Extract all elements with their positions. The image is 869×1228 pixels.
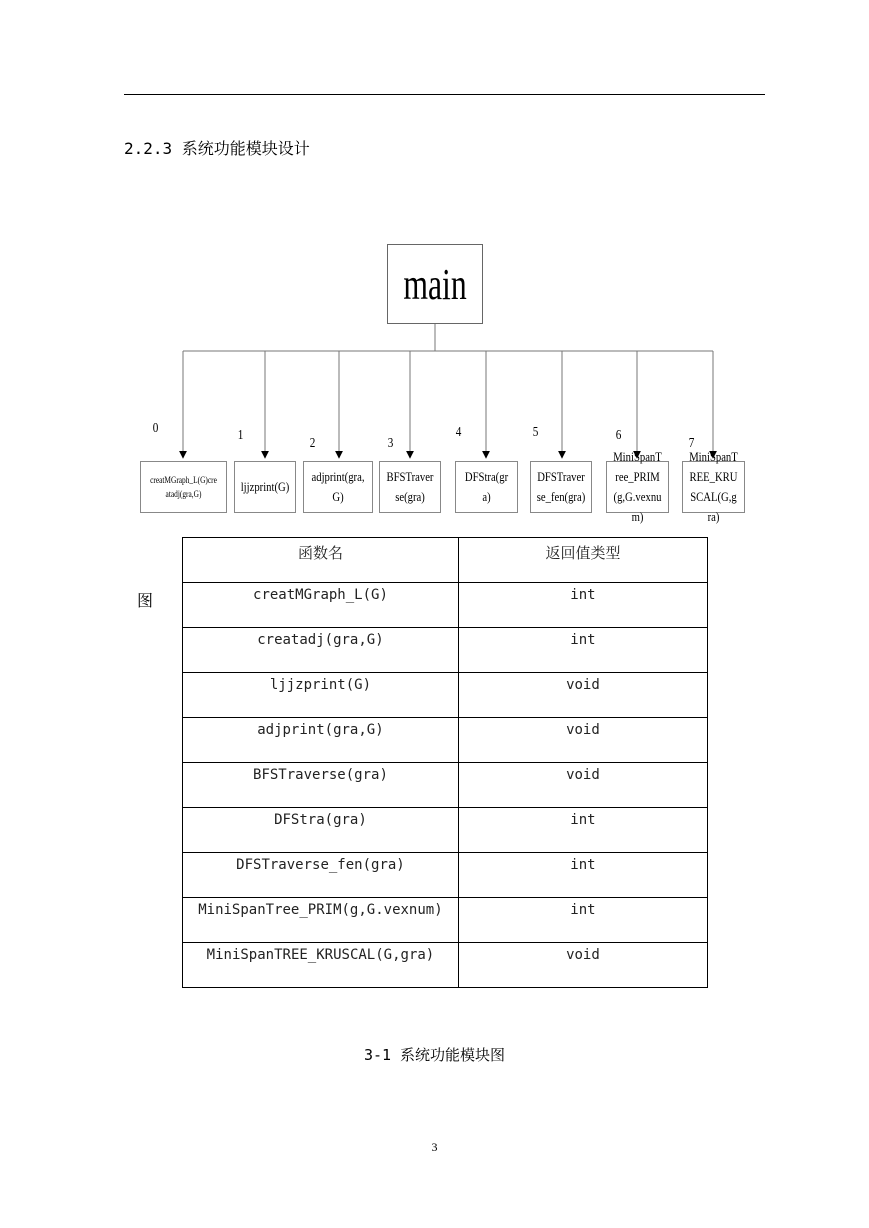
return-type-cell: void: [458, 718, 707, 763]
module-number-6: 6: [615, 428, 622, 443]
module-label-3: BFSTraverse(gra): [386, 469, 434, 504]
table-header-row: [183, 538, 708, 583]
figure-caption: 3-1 系统功能模块图: [363, 1046, 506, 1064]
table-row: [183, 718, 708, 763]
return-type-cell: void: [458, 763, 707, 808]
function-name-cell: creatMGraph_L(G): [183, 583, 459, 628]
module-label-6: MiniSpanTree_PRIM(g,G.vexnum): [613, 449, 662, 524]
function-name-cell: DFStra(gra): [183, 808, 459, 853]
module-box-4: [455, 461, 518, 513]
page-number: 3: [431, 1140, 438, 1154]
table-row: [183, 898, 708, 943]
table-row: [183, 673, 708, 718]
module-box-0: [140, 461, 227, 513]
function-name-cell: BFSTraverse(gra): [183, 763, 459, 808]
function-name-cell: DFSTraverse_fen(gra): [183, 853, 459, 898]
return-type-cell: void: [458, 673, 707, 718]
header-return-type: 返回值类型: [458, 538, 707, 583]
return-type-cell: int: [458, 898, 707, 943]
table-row: [183, 808, 708, 853]
section-heading: 2.2.3 系统功能模块设计: [124, 139, 310, 158]
module-number-2: 2: [309, 436, 316, 451]
module-label-4: DFStra(gra): [464, 469, 509, 504]
function-name-cell: MiniSpanTree_PRIM(g,G.vexnum): [183, 898, 459, 943]
module-number-5: 5: [532, 425, 539, 440]
module-label-5: DFSTraverse_fen(gra): [536, 469, 586, 504]
module-label-2: adjprint(gra,G): [311, 469, 365, 504]
table-row: [183, 943, 708, 988]
function-name-cell: ljjzprint(G): [183, 673, 459, 718]
main-module-label: main: [403, 259, 467, 309]
table-row: [183, 763, 708, 808]
module-label-7: MiniSpanTREE_KRUSCAL(G,gra): [689, 449, 738, 524]
main-module-box: [387, 244, 483, 324]
function-name-cell: creatadj(gra,G): [183, 628, 459, 673]
table-row: [183, 628, 708, 673]
header-function-name: 函数名: [183, 538, 459, 583]
module-label-0: creatMGraph_L(G)creatadj(gra,G): [150, 475, 217, 499]
table-row: [183, 583, 708, 628]
module-number-4: 4: [455, 425, 462, 440]
module-box-3: [379, 461, 441, 513]
return-type-cell: int: [458, 853, 707, 898]
module-number-7: 7: [688, 436, 695, 451]
module-box-1: [234, 461, 296, 513]
return-type-cell: int: [458, 628, 707, 673]
function-name-cell: adjprint(gra,G): [183, 718, 459, 763]
table-row: [183, 853, 708, 898]
module-box-6: [606, 449, 669, 524]
function-table: [182, 537, 708, 988]
function-name-cell: MiniSpanTREE_KRUSCAL(G,gra): [183, 943, 459, 988]
return-type-cell: int: [458, 808, 707, 853]
module-box-5: [530, 461, 592, 513]
module-box-7: [682, 449, 745, 524]
module-number-3: 3: [387, 436, 394, 451]
return-type-cell: void: [458, 943, 707, 988]
module-number-0: 0: [152, 421, 159, 436]
module-number-1: 1: [237, 428, 244, 443]
figure-label-char: 图: [137, 591, 154, 610]
return-type-cell: int: [458, 583, 707, 628]
module-box-2: [303, 461, 373, 513]
module-label-1: ljjzprint(G): [240, 479, 290, 494]
